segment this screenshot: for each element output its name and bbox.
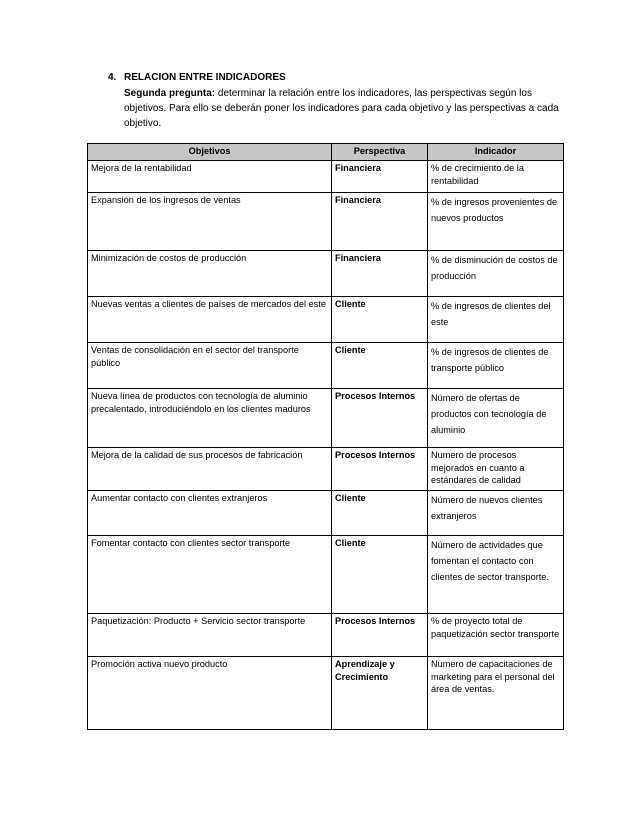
- header-indicador: Indicador: [428, 144, 564, 161]
- cell-objetivo: Nuevas ventas a clientes de países de mercados del este: [88, 297, 332, 343]
- cell-indicador: Número de actividades que fomentan el contacto con clientes de sector transporte.: [428, 536, 564, 614]
- cell-indicador: % de proyecto total de paquetización sector transporte: [428, 614, 564, 657]
- cell-indicador: % de disminución de costos de producción: [428, 251, 564, 297]
- table-row: [88, 343, 564, 389]
- table-row: [88, 491, 564, 536]
- header-objetivos: Objetivos: [88, 144, 332, 161]
- cell-objetivo: Minimización de costos de producción: [88, 251, 332, 297]
- table-row: [88, 193, 564, 251]
- table-row: [88, 657, 564, 730]
- cell-perspectiva: Procesos Internos: [332, 389, 428, 448]
- section-heading: [108, 72, 286, 83]
- question-paragraph: [124, 86, 564, 131]
- table-row: [88, 161, 564, 193]
- cell-objetivo: Paquetización: Producto + Servicio sector transporte: [88, 614, 332, 657]
- indicators-table: [87, 143, 564, 730]
- cell-indicador: % de ingresos de clientes del este: [428, 297, 564, 343]
- cell-objetivo: Aumentar contacto con clientes extranjeros: [88, 491, 332, 536]
- cell-perspectiva: Financiera: [332, 193, 428, 251]
- cell-indicador: % de crecimiento de la rentabilidad: [428, 161, 564, 193]
- cell-indicador: Número de ofertas de productos con tecnología de aluminio: [428, 389, 564, 448]
- cell-objetivo: Mejora de la calidad de sus procesos de fabricación: [88, 448, 332, 491]
- cell-indicador: Numero de procesos mejorados en cuanto a estándares de calidad: [428, 448, 564, 491]
- cell-perspectiva: Financiera: [332, 161, 428, 193]
- cell-objetivo: Nueva línea de productos con tecnología de aluminio precalentado, introduciéndolo en los clientes maduros: [88, 389, 332, 448]
- cell-perspectiva: Cliente: [332, 343, 428, 389]
- cell-perspectiva: Aprendizaje y Crecimiento: [332, 657, 428, 730]
- cell-perspectiva: Procesos Internos: [332, 614, 428, 657]
- header-perspectiva: Perspectiva: [332, 144, 428, 161]
- question-label: Segunda pregunta:: [124, 88, 216, 99]
- table-row: [88, 251, 564, 297]
- cell-perspectiva: Financiera: [332, 251, 428, 297]
- cell-perspectiva: Cliente: [332, 297, 428, 343]
- table-row: [88, 536, 564, 614]
- table-row: [88, 297, 564, 343]
- cell-objetivo: Ventas de consolidación en el sector del transporte público: [88, 343, 332, 389]
- table-row: [88, 614, 564, 657]
- cell-indicador: % de ingresos provenientes de nuevos productos: [428, 193, 564, 251]
- cell-objetivo: Expansión de los ingresos de ventas: [88, 193, 332, 251]
- cell-objetivo: Fomentar contacto con clientes sector transporte: [88, 536, 332, 614]
- cell-perspectiva: Procesos Internos: [332, 448, 428, 491]
- cell-indicador: % de ingresos de clientes de transporte público: [428, 343, 564, 389]
- section-number: 4.: [108, 72, 117, 83]
- table-row: [88, 448, 564, 491]
- cell-indicador: Numero de capacitaciones de marketing para el personal del área de ventas.: [428, 657, 564, 730]
- cell-perspectiva: Cliente: [332, 491, 428, 536]
- cell-perspectiva: Cliente: [332, 536, 428, 614]
- table-row: [88, 389, 564, 448]
- question-text: determinar la relación entre los indicadores, las perspectivas según los objetivos. Para ello se deberán poner los indicadores para cada objetivo y las perspectivas a cada objetivo.: [124, 88, 559, 129]
- section-title: RELACION ENTRE INDICADORES: [124, 72, 286, 83]
- cell-objetivo: Promoción activa nuevo producto: [88, 657, 332, 730]
- cell-indicador: Número de nuevos clientes extranjeros: [428, 491, 564, 536]
- cell-objetivo: Mejora de la rentabilidad: [88, 161, 332, 193]
- table-header-row: [88, 144, 564, 161]
